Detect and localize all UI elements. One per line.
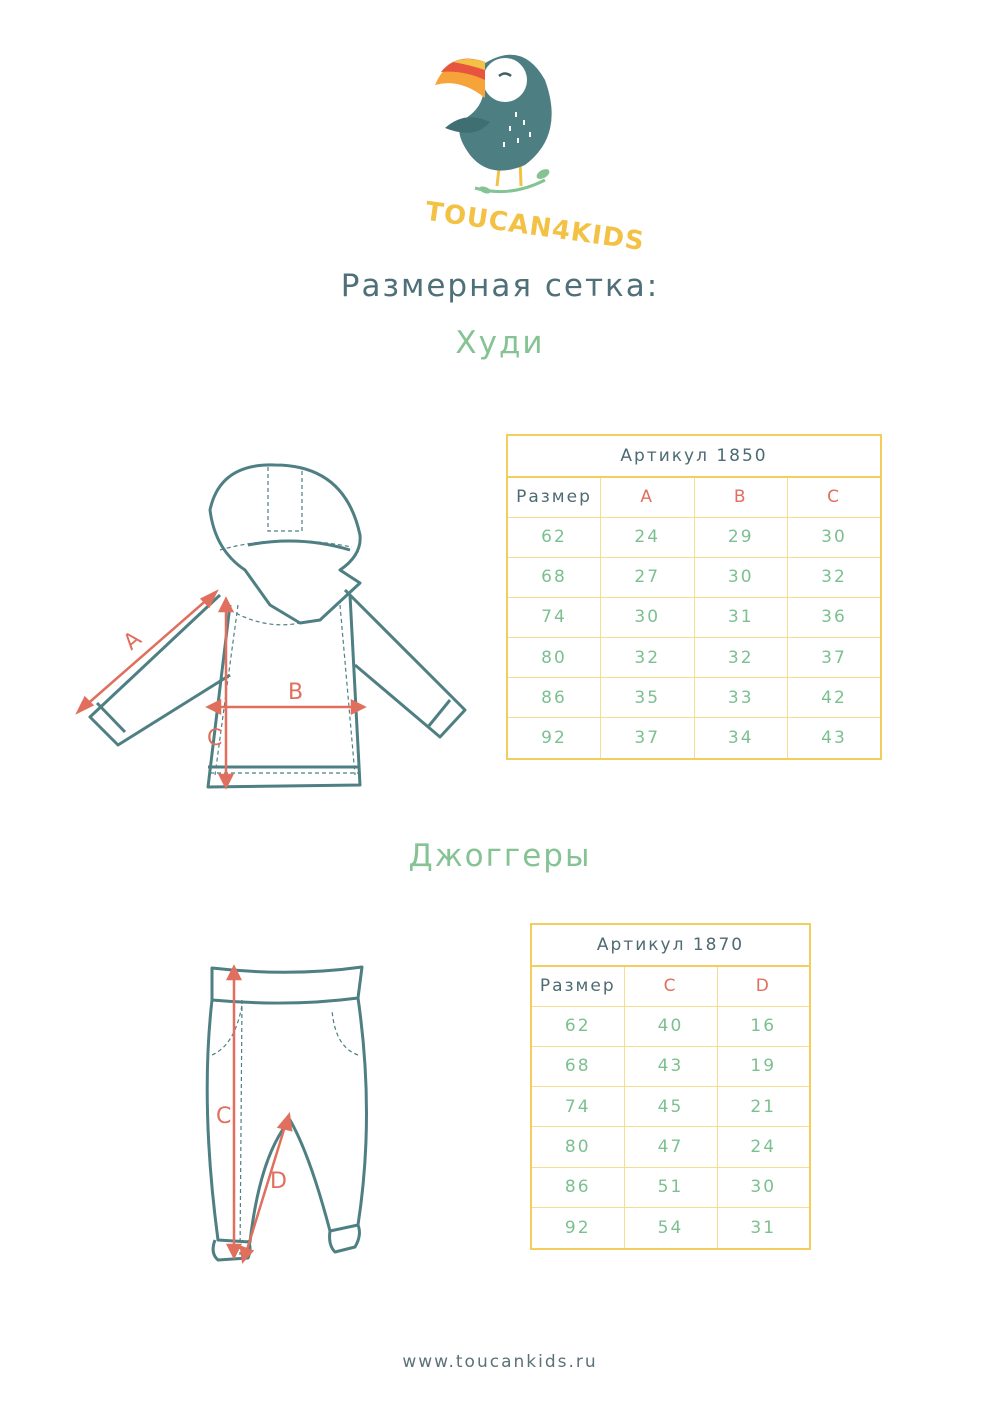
size-cell: 92	[507, 718, 601, 759]
website-link[interactable]: www.toucankids.ru	[402, 1352, 598, 1372]
size-cell: 62	[507, 517, 601, 557]
size-cell: 86	[507, 678, 601, 718]
table-row	[507, 638, 881, 678]
value-cell: 32	[601, 638, 695, 678]
toucan4kids-logo	[405, 40, 647, 258]
joggers-section-title: Джоггеры	[408, 838, 592, 874]
value-cell: 43	[624, 1046, 717, 1086]
hoodie-diagram	[70, 455, 490, 795]
value-cell: 47	[624, 1127, 717, 1167]
table-row	[507, 718, 881, 759]
value-cell: 33	[694, 678, 788, 718]
value-cell: 31	[717, 1208, 810, 1249]
size-cell: 68	[531, 1046, 624, 1086]
table-row	[531, 1087, 810, 1127]
value-cell: 16	[717, 1006, 810, 1046]
measure-label-a: A	[118, 626, 147, 656]
size-cell: 74	[507, 597, 601, 637]
size-cell: 68	[507, 557, 601, 597]
size-cell: 62	[531, 1006, 624, 1046]
size-cell: 80	[531, 1127, 624, 1167]
table-row	[507, 597, 881, 637]
measure-label-b: B	[288, 680, 304, 705]
size-cell: 86	[531, 1167, 624, 1207]
value-cell: 24	[717, 1127, 810, 1167]
header-d: D	[717, 966, 810, 1006]
size-cell: 92	[531, 1208, 624, 1249]
table-row	[531, 1127, 810, 1167]
table-row	[507, 517, 881, 557]
value-cell: 45	[624, 1087, 717, 1127]
header-size: Размер	[507, 477, 601, 517]
measure-label-d: D	[270, 1169, 287, 1194]
value-cell: 21	[717, 1087, 810, 1127]
value-cell: 30	[717, 1167, 810, 1207]
joggers-article: Артикул 1870	[531, 924, 810, 966]
header-b: B	[694, 477, 788, 517]
header-size: Размер	[531, 966, 624, 1006]
table-row	[531, 1046, 810, 1086]
value-cell: 35	[601, 678, 695, 718]
value-cell: 30	[694, 557, 788, 597]
value-cell: 51	[624, 1167, 717, 1207]
table-row	[507, 557, 881, 597]
page-title: Размерная сетка:	[340, 268, 660, 304]
measure-label-c: C	[216, 1104, 232, 1129]
value-cell: 27	[601, 557, 695, 597]
value-cell: 32	[694, 638, 788, 678]
value-cell: 43	[788, 718, 882, 759]
value-cell: 31	[694, 597, 788, 637]
value-cell: 24	[601, 517, 695, 557]
table-row	[507, 678, 881, 718]
value-cell: 29	[694, 517, 788, 557]
value-cell: 36	[788, 597, 882, 637]
hoodie-section-title: Худи	[455, 325, 545, 361]
value-cell: 34	[694, 718, 788, 759]
value-cell: 32	[788, 557, 882, 597]
size-cell: 80	[507, 638, 601, 678]
value-cell: 40	[624, 1006, 717, 1046]
value-cell: 54	[624, 1208, 717, 1249]
value-cell: 37	[788, 638, 882, 678]
header-c: C	[788, 477, 882, 517]
hoodie-size-table	[506, 434, 882, 760]
value-cell: 30	[788, 517, 882, 557]
value-cell: 42	[788, 678, 882, 718]
table-row	[531, 1006, 810, 1046]
table-row	[531, 1167, 810, 1207]
measure-label-c: C	[207, 726, 223, 751]
header-a: A	[601, 477, 695, 517]
value-cell: 30	[601, 597, 695, 637]
table-row	[531, 1208, 810, 1249]
hoodie-article: Артикул 1850	[507, 435, 881, 477]
header-c: C	[624, 966, 717, 1006]
joggers-diagram	[190, 955, 390, 1265]
value-cell: 19	[717, 1046, 810, 1086]
size-cell: 74	[531, 1087, 624, 1127]
value-cell: 37	[601, 718, 695, 759]
joggers-size-table	[530, 923, 811, 1250]
logo-brand-text: TOUCAN4KIDS	[423, 196, 647, 258]
